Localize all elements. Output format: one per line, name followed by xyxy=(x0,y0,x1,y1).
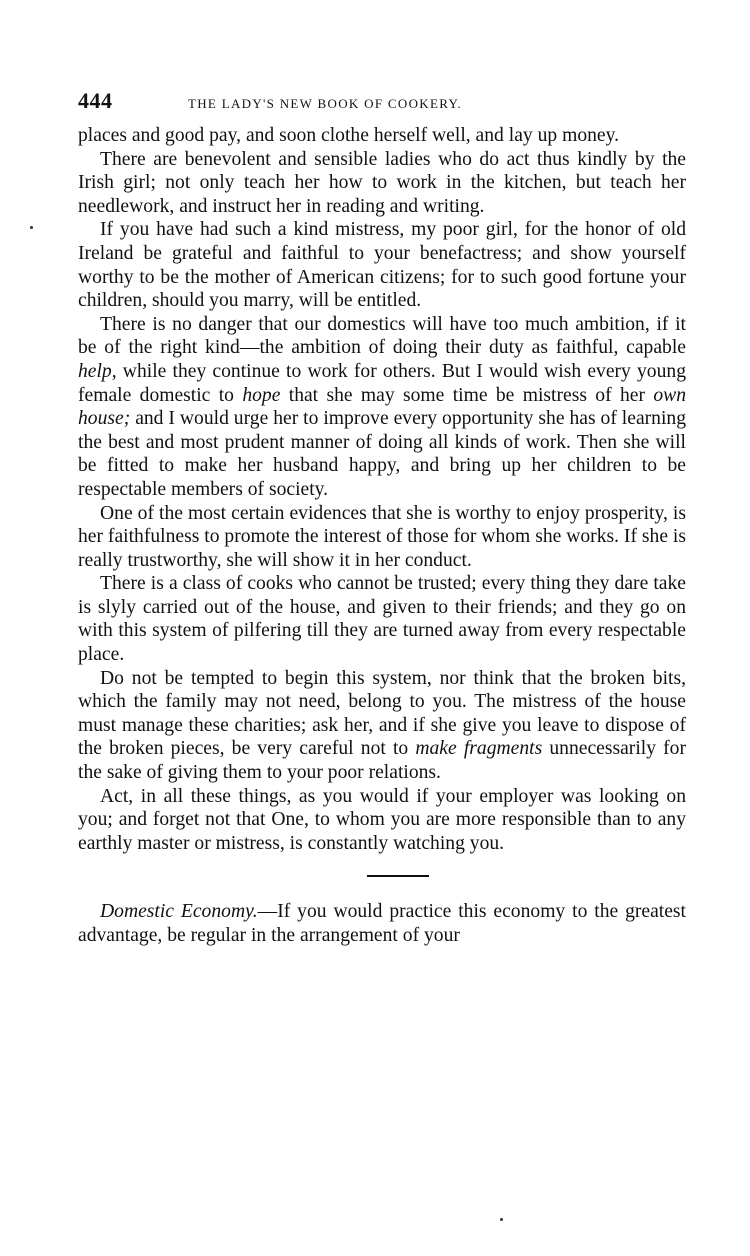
paragraph-3: If you have had such a kind mistress, my poor girl, for the honor of old Ireland be grateful and faithful to your benefactress; and show yourself worthy to be the mother of American citizens; for to such good fortune your children, should you marry, will be entitled. xyxy=(78,219,686,312)
emphasis-help: help, xyxy=(78,360,117,382)
paragraph-2: There are benevolent and sensible ladies who do act thus kindly by the Irish girl; not only teach her how to work in the kitchen, but teach her needlework, and instruct her in reading and writing. xyxy=(78,148,686,217)
paragraph-1: places and good pay, and soon clothe herself well, and lay up money. xyxy=(78,125,620,146)
emphasis-own-house: own house; xyxy=(78,384,686,430)
paragraph-4-text-c: that she may some time be mistress of her xyxy=(280,384,654,406)
paragraph-7-text-b: unnecessarily for the sake of giving them to your poor relations. xyxy=(78,738,686,784)
emphasis-make-fragments: make fragments xyxy=(415,738,543,760)
paragraph-7 xyxy=(78,667,686,785)
emphasis-hope: hope xyxy=(242,384,281,406)
running-title: THE LADY'S NEW BOOK OF COOKERY. xyxy=(188,96,463,111)
paragraph-5: One of the most certain evidences that she is worthy to enjoy prosperity, is her faithfulness to promote the interest of those for whom she works. If she is really trustworthy, she will show it in her conduct. xyxy=(78,502,686,571)
page-number: 444 xyxy=(78,88,113,113)
section-text: —If you would practice this economy to the greatest advantage, be regular in the arrangement of your xyxy=(78,901,687,946)
paragraph-8: Act, in all these things, as you would if your employer was looking on you; and forget not that One, to whom you are more responsible than to any earthly master or mistress, is constantly watching you. xyxy=(78,785,686,854)
paragraph-4-text-b: while they continue to work for others. But I would wish every young female domestic to xyxy=(78,360,686,406)
section-paragraph xyxy=(78,900,686,947)
section-heading: Domestic Economy. xyxy=(100,901,258,923)
section-divider xyxy=(367,875,429,877)
paragraph-4-text-d: and I would urge her to improve every opportunity she has of learning the best and most prudent manner of doing all kinds of work. Then she will be fitted to make her husband happy, and bring up her children to be respectable members of society. xyxy=(78,408,686,500)
bottom-speck xyxy=(500,1218,503,1221)
book-page xyxy=(78,88,686,948)
paragraph-4-text-a: There is no danger that our domestics will have too much ambition, if it be of the right kind—the ambition of doing their duty as faithful, capable xyxy=(78,313,686,359)
body-text xyxy=(78,124,686,948)
paragraph-4 xyxy=(78,313,686,502)
paragraph-7-text-a: Do not be tempted to begin this system, nor think that the broken bits, which the family may not need, belong to you. The mistress of the house must manage these charities; ask her, and if she give you leave to dispose of the broken pieces, be very careful not to xyxy=(78,667,686,760)
margin-speck xyxy=(30,226,33,229)
page-header xyxy=(78,88,686,114)
paragraph-6: There is a class of cooks who cannot be trusted; every thing they dare take is slyly carried out of the house, and given to their friends; and they go on with this system of pilfering till they are turned away from every respectable place. xyxy=(78,573,686,666)
